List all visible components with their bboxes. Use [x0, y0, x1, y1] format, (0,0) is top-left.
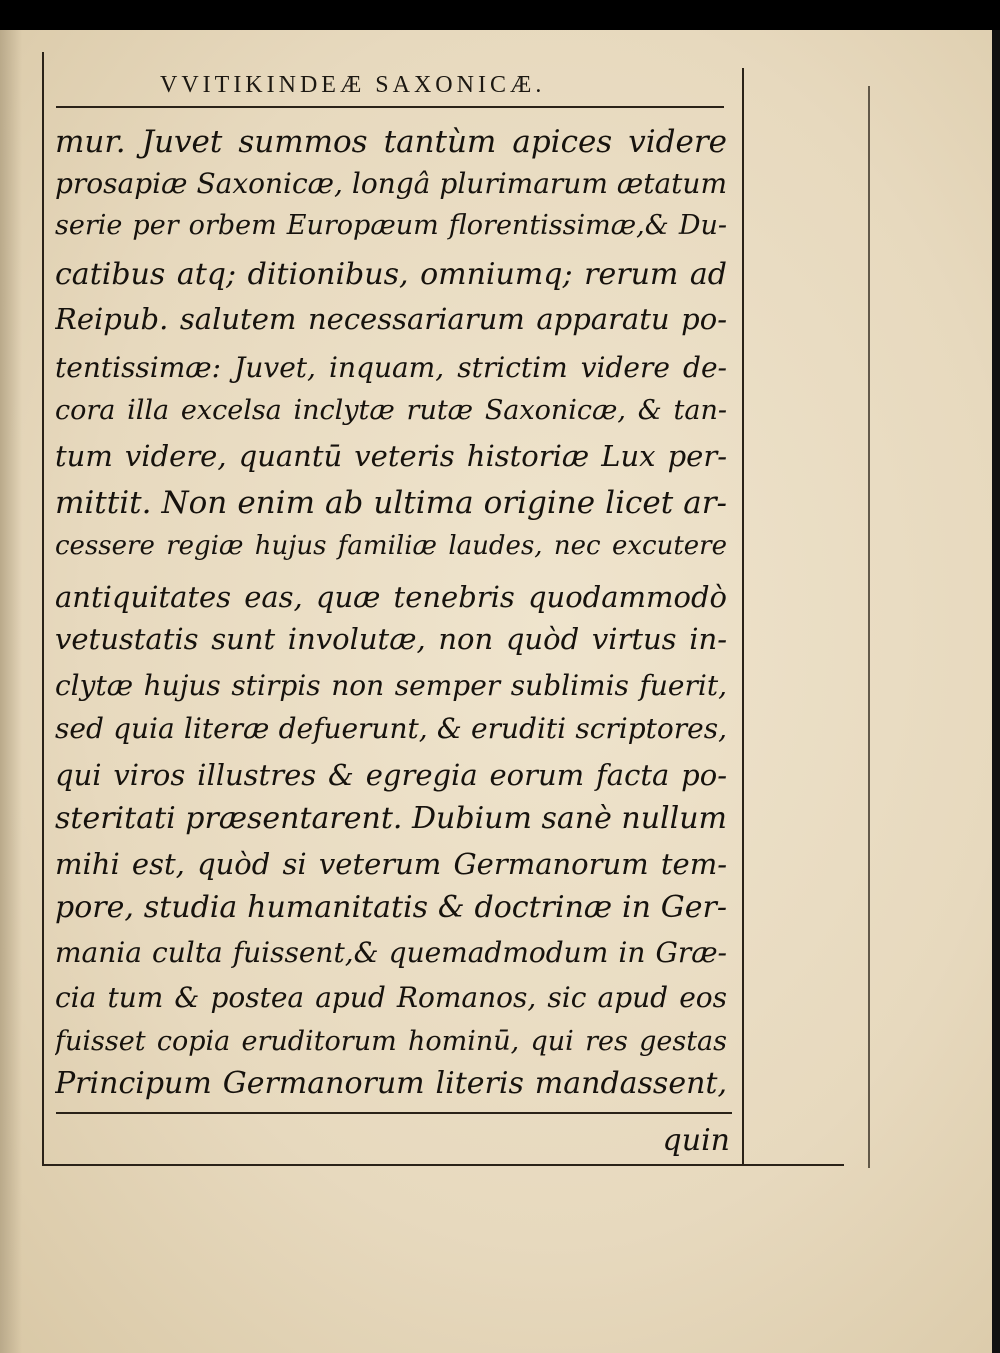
- header-underline: [56, 106, 724, 108]
- text-line: vetustatis sunt involutæ, non quòd virtus in-: [55, 622, 727, 656]
- text-line: mur. Juvet summos tantùm apices videre: [55, 124, 727, 160]
- frame-bottom-rule: [42, 1164, 844, 1166]
- running-header: VVITIKINDEÆ SAXONICÆ.: [160, 72, 546, 98]
- text-line: clytæ hujus stirpis non semper sublimis fuerit,: [55, 669, 727, 702]
- frame-right-rule: [742, 68, 744, 1164]
- text-line: sed quia literæ defuerunt, & eruditi scriptores,: [55, 712, 727, 745]
- page-edge: [992, 30, 1000, 1353]
- text-line: Reipub. salutem necessariarum apparatu po-: [55, 302, 727, 336]
- gutter-shadow: [0, 30, 22, 1353]
- text-bottom-rule: [56, 1112, 732, 1114]
- text-line: pore, studia humanitatis & doctrinæ in Ger-: [55, 890, 727, 925]
- outer-right-rule: [868, 86, 870, 1168]
- text-line: mittit. Non enim ab ultima origine licet ar-: [55, 485, 727, 521]
- text-line: mihi est, quòd si veterum Germanorum tem-: [55, 847, 727, 881]
- text-line: cessere regiæ hujus familiæ laudes, nec excutere: [55, 531, 727, 561]
- text-line: catibus atq; ditionibus, omniumq; rerum ad: [55, 257, 727, 292]
- text-line: tentissimæ: Juvet, inquam, strictim videre de-: [55, 351, 727, 384]
- text-line: cora illa excelsa inclytæ rutæ Saxonicæ, & tan-: [55, 395, 727, 426]
- text-line: antiquitates eas, quæ tenebris quodammodò: [55, 580, 727, 614]
- text-line: fuisset copia eruditorum hominū, qui res gestas: [55, 1026, 727, 1057]
- text-line: mania culta fuissent,& quemadmodum in Græ-: [55, 936, 727, 969]
- text-line: serie per orbem Europæum florentissimæ,& Du-: [55, 210, 727, 241]
- text-line: Principum Germanorum literis mandassent,: [55, 1066, 727, 1101]
- catchword: quin: [662, 1123, 730, 1158]
- frame-left-rule: [42, 52, 44, 1164]
- text-line: prosapiæ Saxonicæ, longâ plurimarum ætatum: [55, 167, 727, 200]
- text-line: cia tum & postea apud Romanos, sic apud eos: [55, 981, 727, 1014]
- text-line: qui viros illustres & egregia eorum facta po-: [55, 758, 727, 792]
- text-line: steritati præsentarent. Dubium sanè nullum: [55, 801, 727, 836]
- text-line: tum videre, quantū veteris historiæ Lux per-: [55, 439, 727, 473]
